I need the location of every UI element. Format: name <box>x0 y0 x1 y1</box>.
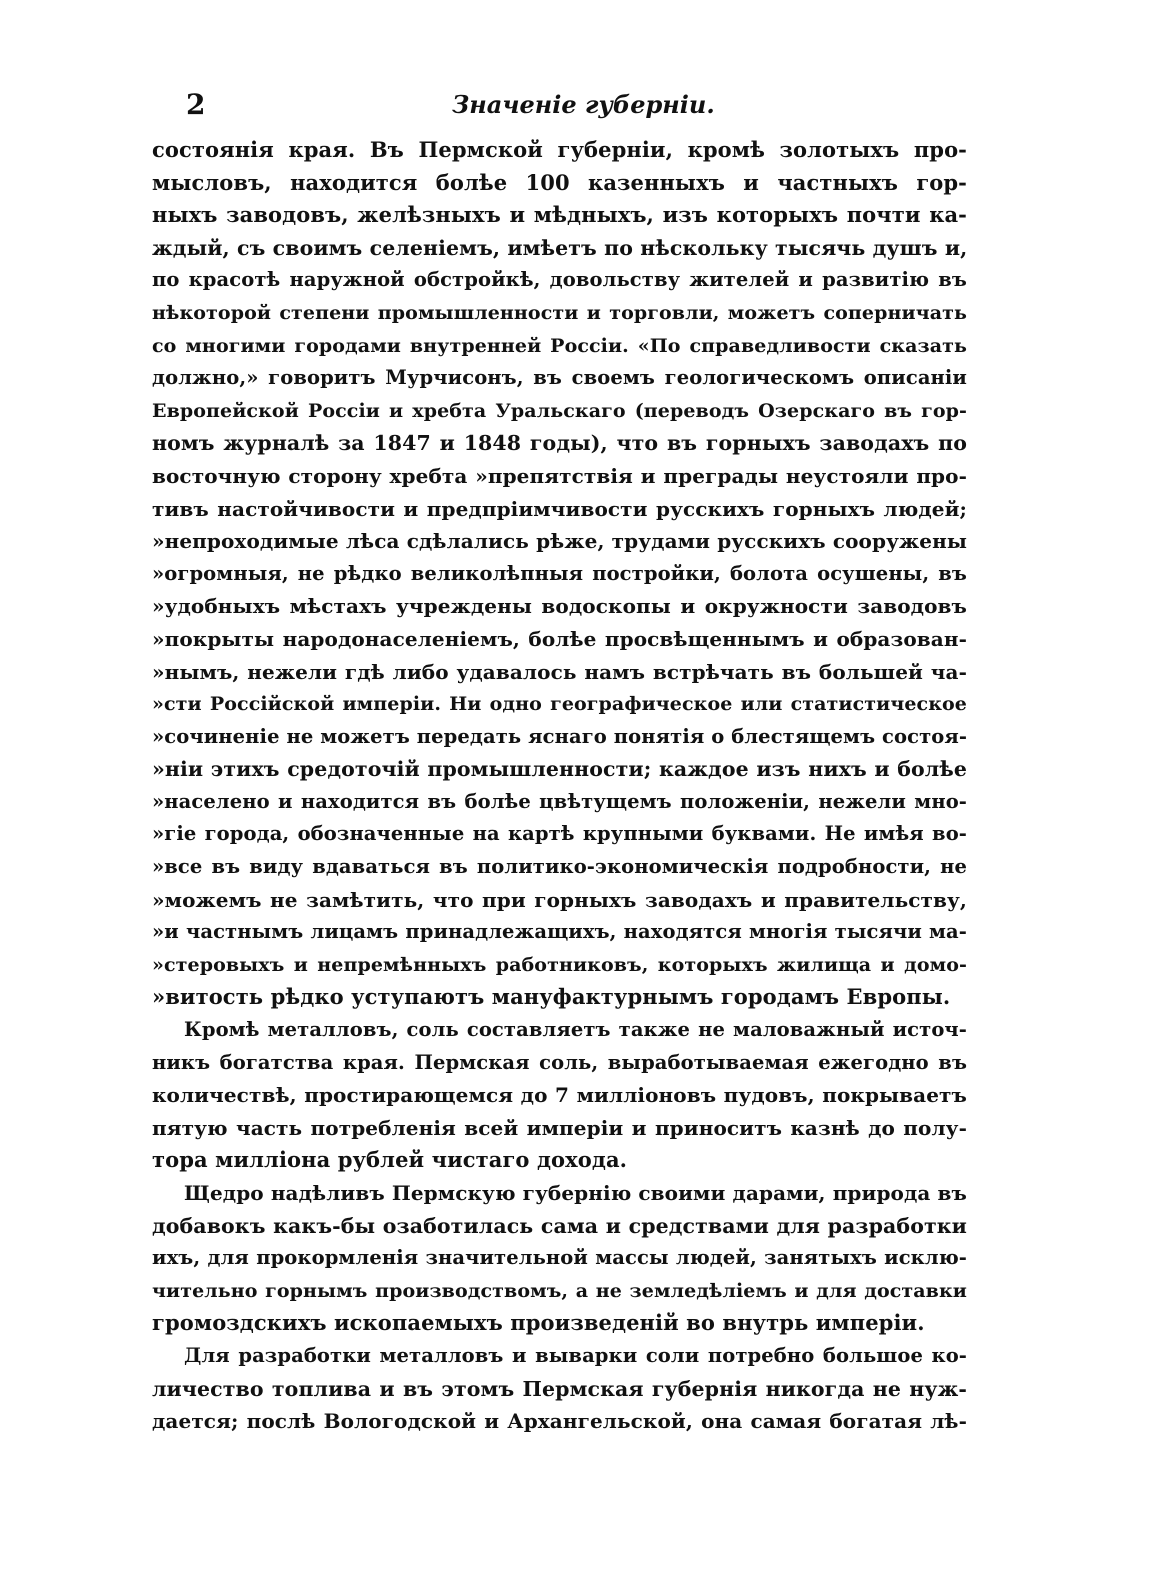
text-line: Щедро надѣливъ Пермскую губернію своими дарами, природа въ <box>184 1181 967 1205</box>
text-line: состоянія края. Въ Пермской губерніи, кромѣ золотыхъ про- <box>152 137 967 162</box>
text-line: дается; послѣ Вологодской и Архангельской, она самая богатая лѣ- <box>152 1409 967 1434</box>
text-line: количествѣ, простирающемся до 7 милліоновъ пудовъ, покрываетъ <box>152 1083 967 1108</box>
text-line: мысловъ, находится болѣе 100 казенныхъ и частныхъ гор- <box>152 169 967 195</box>
body-text <box>152 134 967 1438</box>
text-line: пятую часть потребленія всей имперіи и приноситъ казнѣ до полу- <box>152 1115 967 1140</box>
running-head: Значеніе губерніи. <box>452 90 715 119</box>
text-line: ихъ, для прокормленія значительной массы людей, занятыхъ исклю- <box>152 1246 967 1270</box>
paragraph-3 <box>152 1177 967 1340</box>
text-line: со многими городами внутренней Россіи. «По справедливости сказать <box>152 334 967 357</box>
text-line: никъ богатства края. Пермская соль, выработываемая ежегодно въ <box>152 1050 967 1074</box>
text-line: »непроходимые лѣса сдѣлались рѣже, трудами русскихъ сооружены <box>152 529 967 554</box>
paragraph-1 <box>152 134 967 1014</box>
text-line: Кромѣ металловъ, соль составляетъ также не маловажный источ- <box>184 1018 967 1042</box>
text-line: ждый, съ своимъ селеніемъ, имѣетъ по нѣскольку тысячь душъ и, <box>152 235 968 260</box>
text-line: должно,» говоритъ Мурчисонъ, въ своемъ геологическомъ описаніи <box>152 366 967 390</box>
text-line: Для разработки металловъ и выварки соли потребно большое ко- <box>184 1343 967 1367</box>
text-line: »и частнымъ лицамъ принадлежащихъ, находятся многія тысячи ма- <box>152 920 967 944</box>
text-line: нѣкоторой степени промышленности и торговли, можетъ соперничать <box>152 301 967 324</box>
paragraph-4 <box>152 1340 967 1438</box>
text-line: номъ журналѣ за 1847 и 1848 годы), что въ горныхъ заводахъ по <box>152 431 967 456</box>
text-line: тивъ настойчивости и предпріимчивости русскихъ горныхъ людей; <box>152 496 967 521</box>
paragraph-2 <box>152 1014 967 1177</box>
text-line: »сочиненіе не можетъ передать яснаго понятія о блестящемъ состоя- <box>152 724 968 748</box>
text-line: »витость рѣдко уступаютъ мануфактурнымъ городамъ Европы. <box>152 984 951 1010</box>
text-line: »удобныхъ мѣстахъ учреждены водоскопы и окружности заводовъ <box>152 594 967 619</box>
text-line: восточную сторону хребта »препятствія и преграды неустояли про- <box>152 463 967 488</box>
text-line: тора милліона рублей чистаго дохода. <box>152 1147 628 1173</box>
text-line: »все въ виду вдаваться въ политико-экономическія подробности, не <box>152 855 967 879</box>
text-line: добавокъ какъ-бы озаботилась сама и средствами для разработки <box>152 1213 967 1238</box>
text-line: по красотѣ наружной обстройкѣ, довольству жителей и развитію въ <box>152 268 967 292</box>
text-line: личество топлива и въ этомъ Пермская губернія никогда не нуж- <box>152 1376 967 1401</box>
text-line: »гіе города, обозначенные на картѣ крупными буквами. Не имѣя во- <box>152 822 967 846</box>
text-line: »огромныя, не рѣдко великолѣпныя постройки, болота осушены, въ <box>152 561 967 585</box>
text-line: Европейской Россіи и хребта Уральскаго (переводъ Озерскаго въ гор- <box>152 399 967 422</box>
text-line: »стеровыхъ и непремѣнныхъ работниковъ, которыхъ жилища и домо- <box>152 953 967 976</box>
text-line: »сти Россійской имперіи. Ни одно географическое или статистическое <box>152 693 967 716</box>
text-line: »населено и находится въ болѣе цвѣтущемъ положеніи, нежели мно- <box>152 789 967 813</box>
page-number: 2 <box>186 88 206 121</box>
page-header <box>186 88 986 132</box>
text-line: »ніи этихъ средоточій промышленности; каждое изъ нихъ и болѣе <box>152 757 967 782</box>
text-line: »покрыты народонаселеніемъ, болѣе просвѣщеннымъ и образован- <box>152 626 967 651</box>
text-line: чительно горнымъ производствомъ, а не земледѣліемъ и для доставки <box>152 1279 967 1302</box>
text-line: »можемъ не замѣтить, что при горныхъ заводахъ и правительству, <box>152 887 967 912</box>
text-line: громоздскихъ ископаемыхъ произведеній во внутрь имперіи. <box>152 1310 925 1336</box>
text-line: ныхъ заводовъ, желѣзныхъ и мѣдныхъ, изъ которыхъ почти ка- <box>152 202 967 228</box>
text-line: »нымъ, нежели гдѣ либо удавалось намъ встрѣчать въ большей ча- <box>152 659 967 684</box>
